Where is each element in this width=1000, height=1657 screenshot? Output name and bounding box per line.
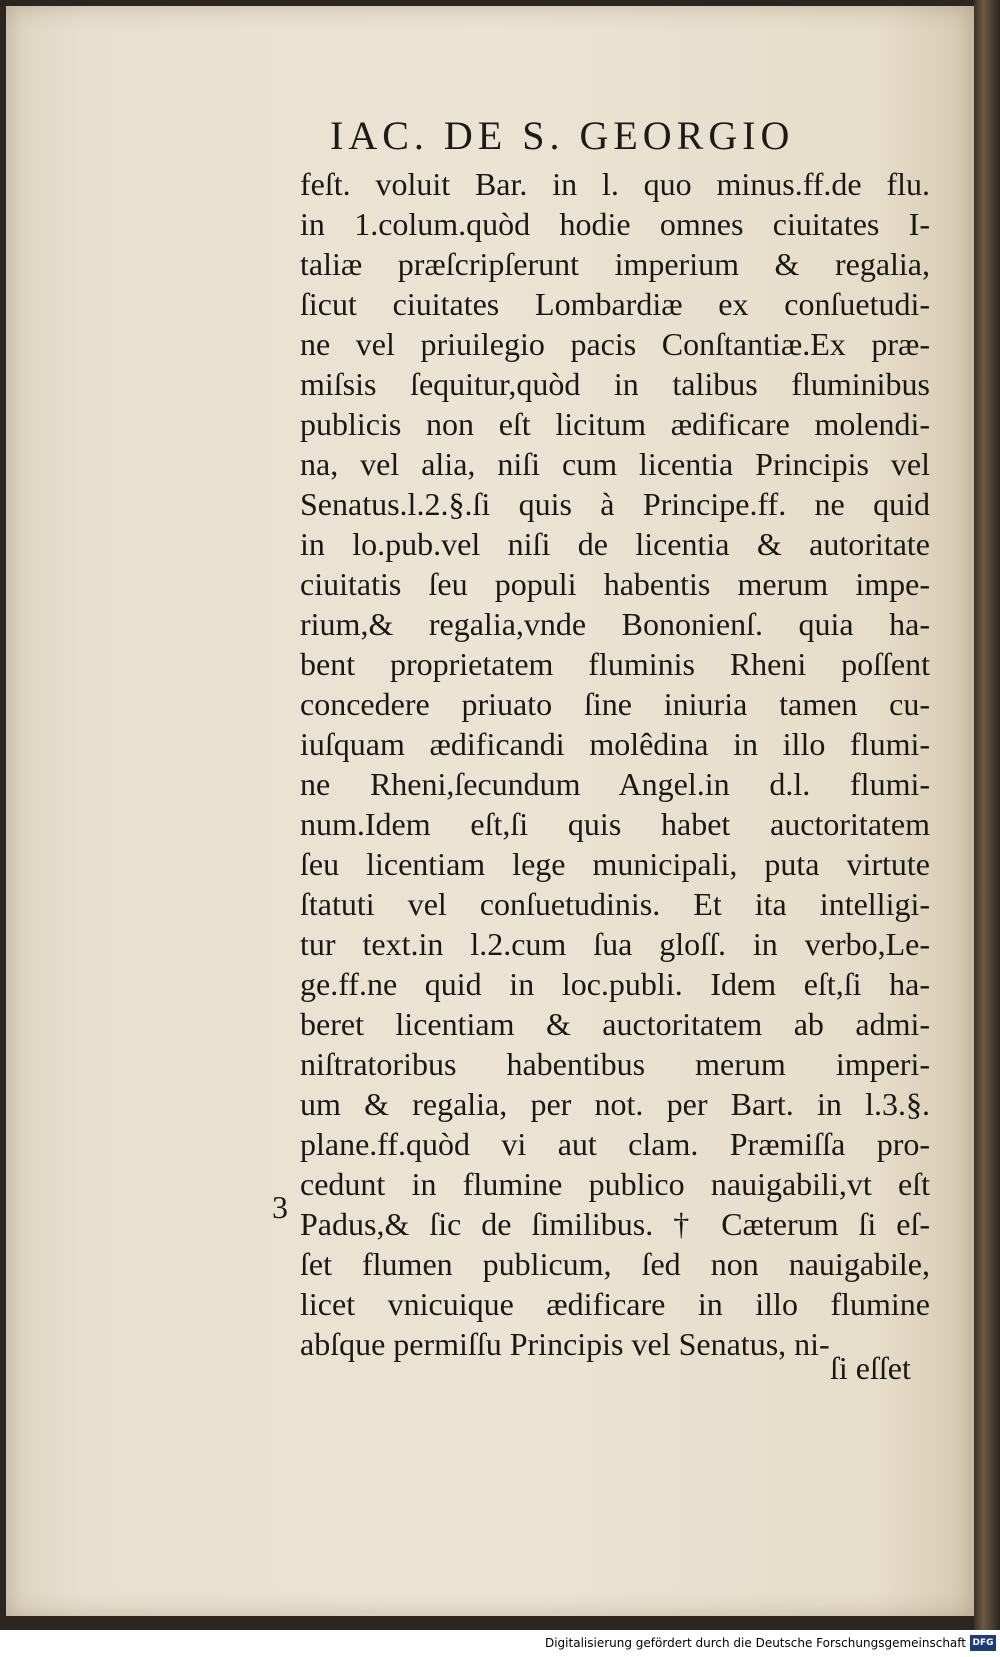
text-line: tur text.in l.2.cum ſua gloſſ. in verbo,Le- [300, 926, 930, 962]
text-line: Padus,& ſic de ſimilibus. † Cæterum ſi eſ- [300, 1206, 930, 1242]
text-line: niſtratoribus habentibus merum imperi- [300, 1046, 930, 1082]
text-line: na, vel alia, niſi cum licentia Principis vel [300, 446, 930, 482]
margin-note-number: 3 [272, 1189, 288, 1225]
dfg-logo: DFG [970, 1635, 996, 1651]
text-line: ne vel priuilegio pacis Conſtantiæ.Ex præ- [300, 326, 930, 362]
text-line: cedunt in flumine publico nauigabili,vt eſt [300, 1166, 930, 1202]
text-line: plane.ff.quòd vi aut clam. Præmiſſa pro- [300, 1126, 930, 1162]
text-line: ſeu licentiam lege municipali, puta virtute [300, 846, 930, 882]
text-line: bent proprietatem fluminis Rheni poſſent [300, 646, 930, 682]
text-line: in 1.colum.quòd hodie omnes ciuitates I- [300, 206, 930, 242]
text-line: in lo.pub.vel niſi de licentia & autoritate [300, 526, 930, 562]
text-line: abſque permiſſu Principis vel Senatus, ni- [300, 1326, 830, 1362]
text-line: taliæ præſcripſerunt imperium & regalia, [300, 246, 930, 282]
catchword: ſi eſſet [830, 1350, 911, 1386]
book-gutter [974, 0, 1000, 1630]
text-line: ciuitatis ſeu populi habentis merum impe- [300, 566, 930, 602]
text-line: ſicut ciuitates Lombardiæ ex conſuetudi- [300, 286, 930, 322]
text-line: concedere priuato ſine iniuria tamen cu- [300, 686, 930, 722]
digitization-credit: Digitalisierung gefördert durch die Deutsche Forschungsgemeinschaft [544, 1636, 966, 1650]
text-line: beret licentiam & auctoritatem ab admi- [300, 1006, 930, 1042]
text-line: ge.ff.ne quid in loc.publi. Idem eſt,ſi ha- [300, 966, 930, 1002]
text-line: rium,& regalia,vnde Bononienſ. quia ha- [300, 606, 930, 642]
text-line: ſet flumen publicum, ſed non nauigabile, [300, 1246, 930, 1282]
running-head: IAC. DE S. GEORGIO [330, 113, 795, 158]
text-line: ne Rheni,ſecundum Angel.in d.l. flumi- [300, 766, 930, 802]
body-text [300, 164, 930, 1364]
text-line: num.Idem eſt,ſi quis habet auctoritatem [300, 806, 930, 842]
text-line: feſt. voluit Bar. in l. quo minus.ff.de flu. [300, 166, 930, 202]
text-line: miſsis ſequitur,quòd in talibus fluminibus [300, 366, 930, 402]
text-line: Senatus.l.2.§.ſi quis à Principe.ff. ne quid [300, 486, 930, 522]
text-line: iuſquam ædificandi molêdina in illo flumi- [300, 726, 930, 762]
text-line: um & regalia, per not. per Bart. in l.3.§. [300, 1086, 930, 1122]
text-line: publicis non eſt licitum ædificare molendi- [300, 406, 930, 442]
text-line: licet vnicuique ædificare in illo flumine [300, 1286, 930, 1322]
text-line: ſtatuti vel conſuetudinis. Et ita intelligi- [300, 886, 930, 922]
